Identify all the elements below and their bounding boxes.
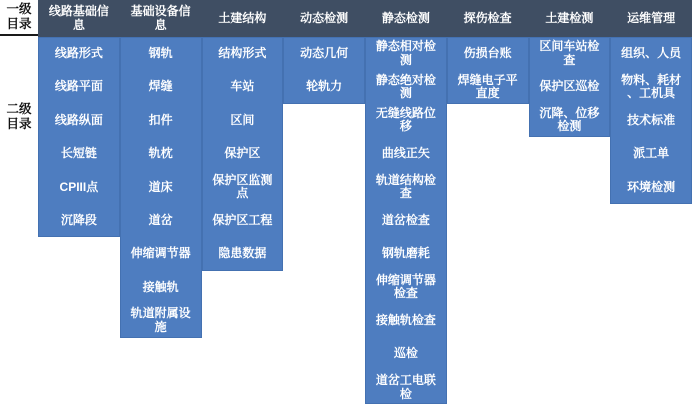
column-block-3 <box>202 37 284 271</box>
catalog-cell: 轨道附属设 施 <box>130 306 191 334</box>
column-header-7: 土建检测 <box>545 10 594 25</box>
catalog-cell: 焊缝电子平 直度 <box>457 72 518 101</box>
catalog-cell: 区间 <box>230 112 255 127</box>
column-3 <box>202 37 284 271</box>
catalog-cell: 沉降段 <box>60 212 97 227</box>
catalog-cell: 保护区工程 <box>212 212 273 227</box>
catalog-cell: 道岔检查 <box>381 212 430 227</box>
column-header-1: 线路基础信 息 <box>48 3 109 32</box>
catalog-cell: 车站 <box>230 79 255 94</box>
column-1 <box>38 37 120 237</box>
catalog-cell: 静态相对检 测 <box>375 39 436 67</box>
catalog-cell: 伸缩调节器 <box>130 246 191 261</box>
column-block-2 <box>120 37 202 338</box>
column-header-2: 基础设备信 息 <box>130 3 191 32</box>
catalog-cell: 线路形式 <box>54 45 103 60</box>
column-6 <box>447 37 529 104</box>
catalog-cell: 环境检测 <box>627 179 676 194</box>
column-8 <box>610 37 692 204</box>
catalog-cell: 伤损台账 <box>463 45 512 60</box>
catalog-cell: 无缝线路位 移 <box>375 106 436 134</box>
catalog-cell: 保护区巡检 <box>539 79 600 94</box>
catalog-cell: 结构形式 <box>218 45 267 60</box>
column-block-4 <box>283 37 365 104</box>
catalog-cell: 轨枕 <box>148 146 173 161</box>
catalog-cell: 区间车站检 查 <box>539 39 600 67</box>
column-header-5: 静态检测 <box>381 10 430 25</box>
catalog-cell: 派工单 <box>633 146 670 161</box>
column-block-1 <box>38 37 120 237</box>
catalog-cell: 扣件 <box>148 112 173 127</box>
catalog-cell: 长短链 <box>60 146 97 161</box>
column-4 <box>283 37 365 104</box>
column-header-8: 运维管理 <box>627 10 676 25</box>
catalog-cell: 技术标准 <box>627 112 676 127</box>
column-5 <box>365 37 447 404</box>
header-row <box>38 0 692 37</box>
catalog-cell: 动态几何 <box>300 45 349 60</box>
catalog-cell: 沉降、位移 检测 <box>539 106 600 134</box>
catalog-cell: 轮轨力 <box>306 79 343 94</box>
catalog-cell: 物料、耗材 、工机具 <box>621 72 682 101</box>
catalog-cell: 线路平面 <box>54 79 103 94</box>
catalog-cell: 轨道结构检 查 <box>375 172 436 201</box>
level2-catalog-label: 二级 目录 <box>6 102 32 131</box>
catalog-cell: 接触轨检查 <box>375 313 436 328</box>
column-2 <box>120 37 202 338</box>
column-header-3: 土建结构 <box>218 10 267 25</box>
column-block-8 <box>610 37 692 204</box>
catalog-cell: 道床 <box>148 179 173 194</box>
catalog-cell: 伸缩调节器 检查 <box>375 272 436 301</box>
column-header-6: 探伤检查 <box>463 10 512 25</box>
catalog-cell: 钢轨磨耗 <box>381 246 430 261</box>
catalog-cell: 焊缝 <box>148 79 173 94</box>
catalog-body <box>38 37 692 404</box>
catalog-cell: 道岔工电联 检 <box>375 373 436 401</box>
catalog-cell: 保护区监测 点 <box>212 172 273 201</box>
catalog-cell: 曲线正矢 <box>381 146 430 161</box>
catalog-cell: 隐患数据 <box>218 246 267 261</box>
column-7 <box>529 37 611 137</box>
level1-catalog-label: 一级 目录 <box>0 0 38 36</box>
catalog-cell: 巡检 <box>393 346 418 361</box>
catalog-cell: 组织、人员 <box>621 45 682 60</box>
column-header-4: 动态检测 <box>300 10 349 25</box>
column-block-5 <box>365 37 447 404</box>
catalog-cell: 线路纵面 <box>54 112 103 127</box>
catalog-cell: 钢轨 <box>148 45 173 60</box>
catalog-cell: 接触轨 <box>142 279 179 294</box>
catalog-cell: 静态绝对检 测 <box>375 72 436 101</box>
catalog-cell: 保护区 <box>224 146 261 161</box>
catalog-cell: CPIII点 <box>59 179 99 194</box>
column-block-6 <box>447 37 529 104</box>
catalog-cell: 道岔 <box>148 212 173 227</box>
column-block-7 <box>529 37 611 137</box>
